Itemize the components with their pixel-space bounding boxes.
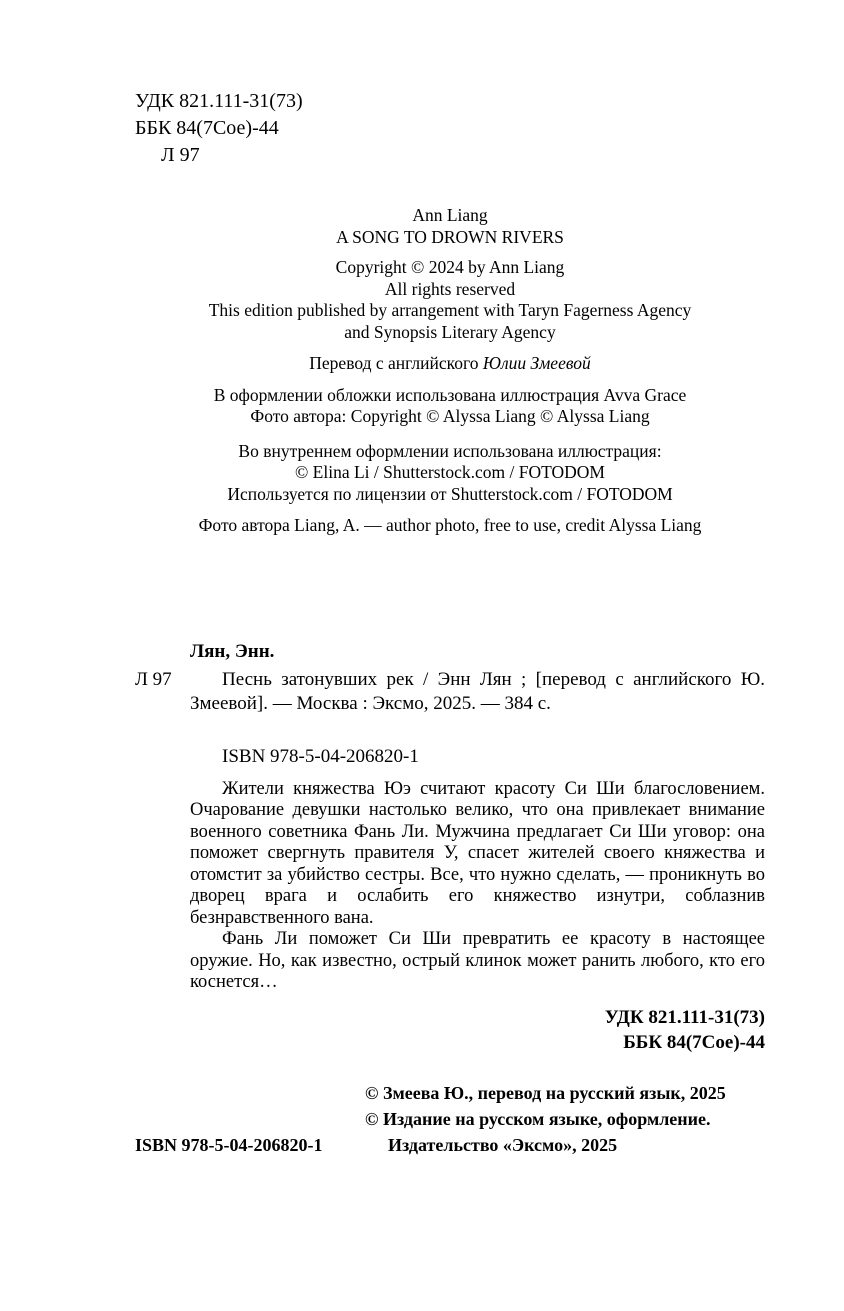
catalog-entry [135,668,765,716]
catalog-isbn: ISBN 978-5-04-206820-1 [222,745,419,767]
interior-credit-line-2: © Elina Li / Shutterstock.com / FOTODOM [295,462,605,482]
author-photo-credit-block [135,515,765,537]
udk-bottom-line: УДК 821.111-31(73) [604,1006,765,1028]
annotation-paragraph-1: Жители княжества Юэ считают красоту Си Ши благословением. Очарование девушки настолько велико, что она привлекает внимание военного советника Фань Ли. Мужчина предлагает Си Ши уговор: она поможет свергнуть правителя У, спасет жителей своего княжества и отомстит за убийство сестры. Все, что нужно сделать, — проникнуть во дворец врага и ослабить его княжество изнутри, соблазнив безнравственного вана. [190,778,765,928]
copyright-block [135,257,765,343]
original-author: Ann Liang [412,205,488,225]
edition-line-1: This edition published by arrangement with Taryn Fagerness Agency [208,300,692,320]
original-title-block [135,205,765,248]
udk-top-line: УДК 821.111-31(73) [135,90,303,112]
footer-isbn-row [135,1132,765,1158]
interior-credits-block [135,441,765,506]
author-sign-top: Л 97 [161,144,200,166]
footer-edition-copyright: © Издание на русском языке, оформление. [365,1109,711,1129]
catalog-card-block [135,640,765,769]
rights-line: All rights reserved [384,278,516,299]
author-photo-copyright: Фото автора: Copyright © Alyssa Liang © Alyssa Liang [250,406,650,426]
catalog-description: Песнь затонувших рек / Энн Лян ; [перевод с английского Ю. Змеевой]. — Москва : Эксмо, 2025. — 384 с. [190,668,765,714]
classification-bottom-block [135,1005,765,1055]
footer-publisher: Издательство «Эксмо», 2025 [388,1135,618,1155]
author-sign-catalog: Л 97 [135,668,172,690]
footer-isbn: ISBN 978-5-04-206820-1 [135,1135,323,1155]
footer-translation-copyright: © Змеева Ю., перевод на русский язык, 2025 [365,1083,726,1103]
copyright-line: Copyright © 2024 by Ann Liang [335,257,565,277]
original-title: A SONG TO DROWN RIVERS [336,226,564,247]
interior-credit-line-1: Во внутреннем оформлении использована иллюстрация: [238,440,662,461]
interior-credit-line-3: Используется по лицензии от Shutterstock.com / FOTODOM [227,483,673,504]
bbk-bottom-line: ББК 84(7Сое)-44 [623,1031,765,1053]
footer-copyright-block [135,1080,765,1158]
annotation-paragraph-2: Фань Ли поможет Си Ши превратить ее красоту в настоящее оружие. Но, как известно, острый клинок может ранить любого, кто его коснется… [190,929,765,992]
translator-name: Юлии Змеевой [482,353,591,373]
cover-credits-block [135,385,765,428]
classification-top-block [135,88,765,169]
translation-line [135,353,765,375]
edition-line-2: and Synopsis Literary Agency [344,321,556,342]
annotation-block [190,779,765,994]
translation-prefix: Перевод с английского [309,353,483,373]
author-photo-credit: Фото автора Liang, A. — author photo, free to use, credit Alyssa Liang [198,515,702,535]
catalog-author: Лян, Энн. [190,640,275,662]
cover-illustration-credit: В оформлении обложки использована иллюстрация Avva Grace [213,384,687,405]
bbk-top-line: ББК 84(7Сое)-44 [135,117,279,139]
